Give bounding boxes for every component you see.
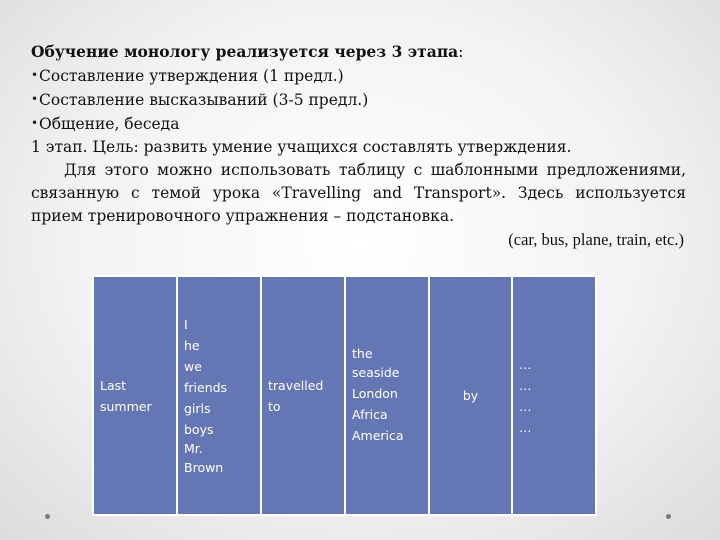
cell-word: the [352,346,373,361]
bullet-text: Составление высказываний (3-5 предл.) [39,91,369,109]
decor-dot-right [666,514,671,519]
cell-word: Last [100,377,127,393]
heading-colon: : [458,43,464,61]
cell-word: America [352,428,404,443]
cell-word: we [184,358,202,374]
examples-line: (car, bus, plane, train, etc.) [508,230,684,249]
table-cell-place [345,276,429,515]
cell-word: summer [100,398,152,414]
table-row [93,276,596,515]
substitution-table [92,275,597,516]
heading: Обучение монологу реализуется через 3 этапа [31,42,459,61]
table-cell-subject [177,276,261,515]
cell-word: I [184,316,188,332]
cell-word: travelled [268,377,324,393]
cell-word: girls [184,400,211,416]
bullet-text: Составление утверждения (1 предл.) [39,67,344,85]
cell-word: boys [184,421,214,437]
cell-word: to [268,398,281,414]
bullet-icon: • [31,92,39,106]
cell-word: … [519,419,532,435]
bullet-item [31,64,686,88]
paragraph: Для этого можно использовать таблицу с шаблонными предложениями, связанную с темой урока «Travelling and Transport». Здесь используется прием тренировочного упражнения – подстановка. [31,161,686,225]
cell-word: London [352,386,398,401]
cell-word: friends [184,379,228,395]
cell-word: seaside [352,365,400,380]
bullet-icon: • [31,68,39,82]
cell-word: Brown [184,459,224,475]
cell-word: Africa [352,407,388,422]
stage-line: 1 этап. Цель: развить умение учащихся составлять утверждения. [31,138,572,156]
cell-word: … [519,398,532,414]
bullet-icon: • [31,116,39,130]
table-cell-by [429,276,512,515]
bullet-item [31,112,686,136]
table-cell-transport [512,276,596,515]
table-cell-verb [261,276,345,515]
cell-word: by [462,388,479,403]
bullet-text: Общение, беседа [39,115,180,133]
cell-word: … [519,377,532,393]
bullet-item [31,88,686,112]
decor-dot-left [45,514,50,519]
cell-word: … [519,356,532,372]
cell-word: he [184,337,200,353]
table-cell-time [93,276,177,515]
slide-text [31,40,686,251]
cell-word: Mr. [184,440,203,456]
heading-line [31,40,686,64]
